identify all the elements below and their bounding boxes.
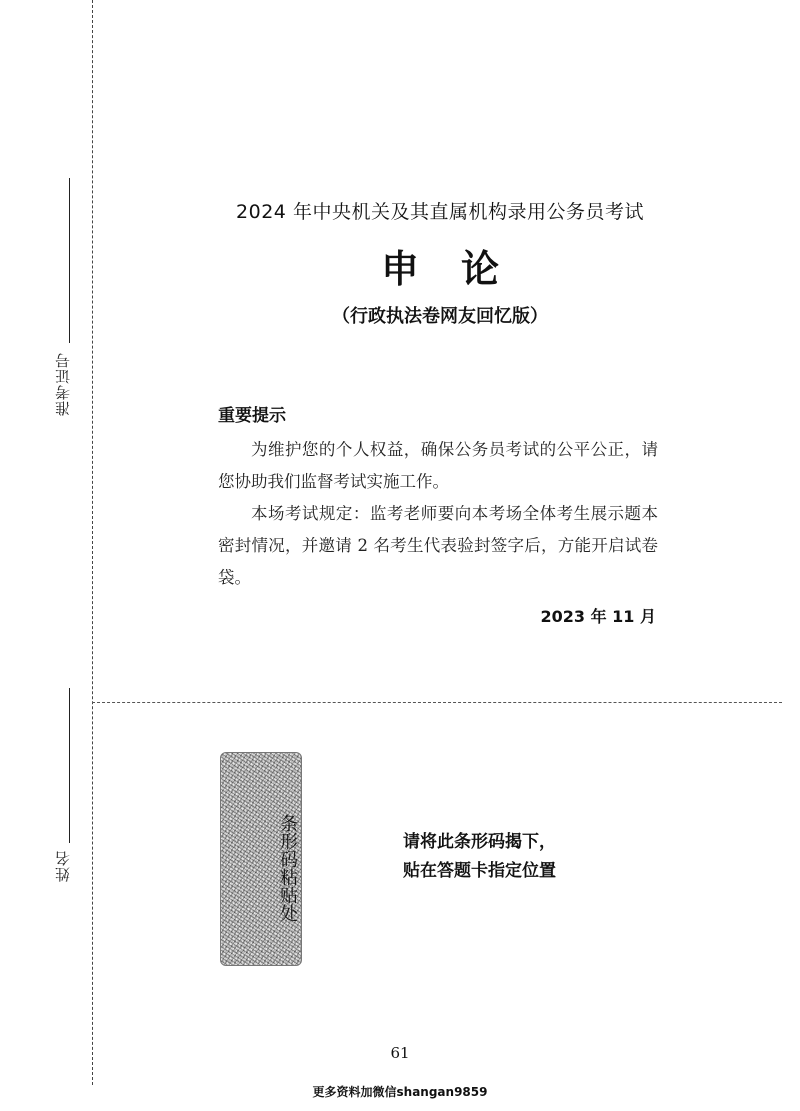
subtitle: （行政执法卷网友回忆版） — [332, 306, 548, 327]
page-number: 61 — [390, 1044, 410, 1062]
barcode-instruction-line: 贴在答题卡指定位置 — [403, 861, 556, 881]
barcode-instruction — [403, 828, 556, 886]
barcode-sticker — [220, 752, 302, 966]
notice-heading: 重要提示 — [218, 406, 286, 426]
seal-cut-line — [92, 702, 782, 703]
name-label: 姓名 — [54, 850, 72, 882]
notice-date: 2023 年 11 月 — [540, 607, 656, 626]
main-title: 申论 — [380, 246, 541, 291]
binding-margin-line — [92, 0, 93, 1085]
name-line — [69, 688, 70, 843]
notice-paragraph: 本场考试规定：监考老师要向本考场全体考生展示题本密封情况，并邀请 2 名考生代表验封签字后，方能开启试卷袋。 — [218, 504, 658, 587]
exam-title: 2024 年中央机关及其直属机构录用公务员考试 — [236, 201, 644, 223]
notice-body — [218, 434, 658, 594]
admission-number-label: 准考证号 — [54, 352, 72, 416]
footer-note: 更多资料加微信shangan9859 — [312, 1085, 488, 1099]
barcode-label: 条形码粘贴处 — [277, 814, 298, 922]
notice-paragraph: 为维护您的个人权益，确保公务员考试的公平公正，请您协助我们监督考试实施工作。 — [218, 440, 658, 491]
barcode-instruction-line: 请将此条形码揭下， — [403, 832, 556, 852]
